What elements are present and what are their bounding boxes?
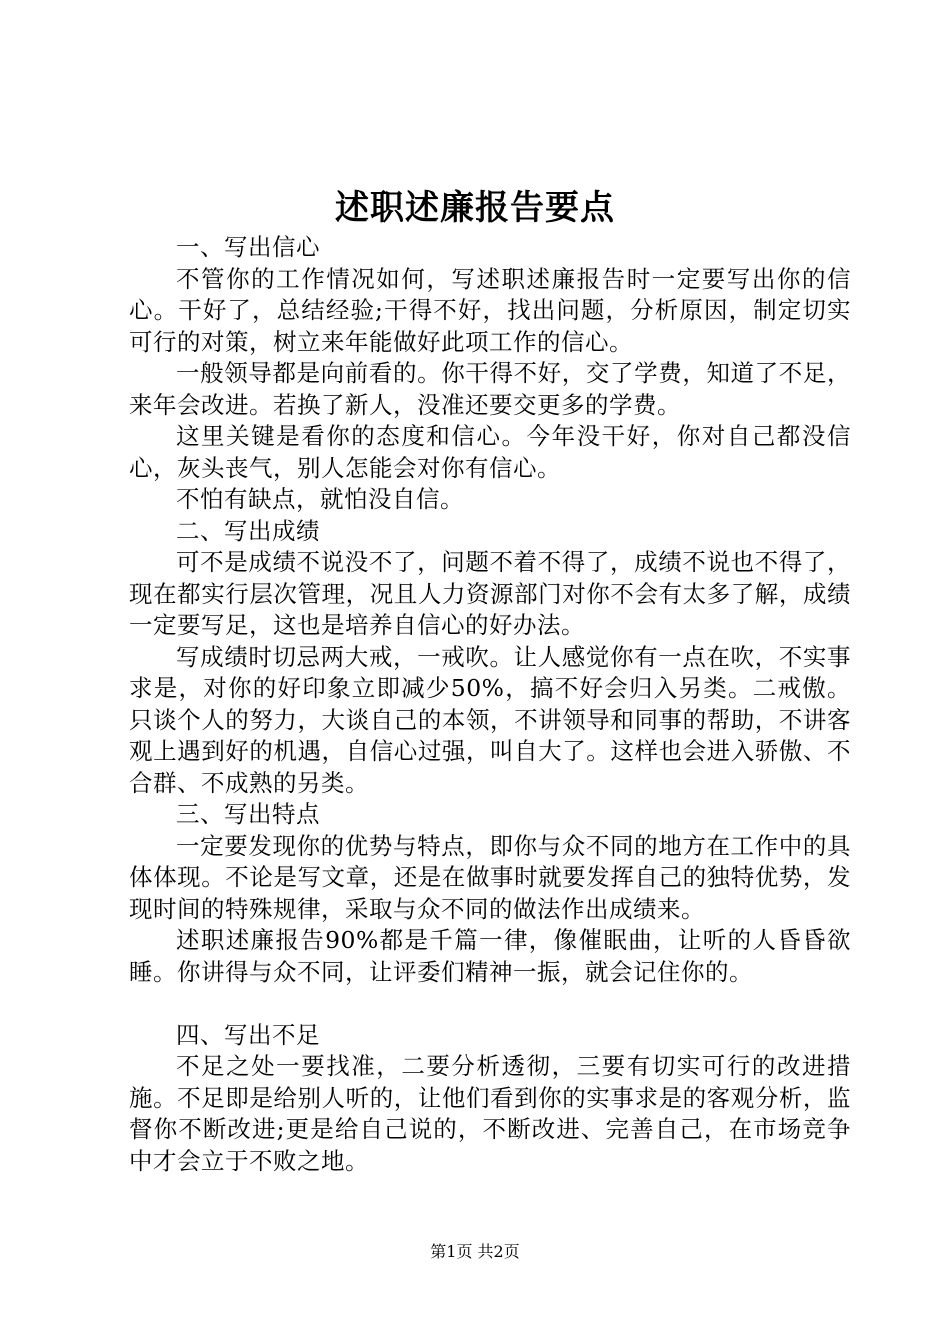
paragraph: 一定要发现你的优势与特点，即你与众不同的地方在工作中的具体体现。不论是写文章，还是在做事时就要发挥自己的独特优势，发现时间的特殊规律，采取与众不同的做法作出成绩来。: [129, 831, 851, 923]
paragraph: 不足之处一要找准，二要分析透彻，三要有切实可行的改进措施。不足即是给别人听的，让他们看到你的实事求是的客观分析，监督你不断改进;更是给自己说的，不断改进、完善自己，在市场竞争中才会立于不败之地。: [129, 1052, 851, 1175]
section-heading-shortcomings: 四、写出不足: [176, 1020, 320, 1049]
section-heading-confidence: 一、写出信心: [176, 233, 320, 261]
paragraph: 一般领导都是向前看的。你干得不好，交了学费，知道了不足，来年会改进。若换了新人，没准还要交更多的学费。: [129, 359, 851, 419]
paragraph: 述职述廉报告90%都是千篇一律，像催眠曲，让听的人昏昏欲睡。你讲得与众不同，让评委们精神一振，就会记住你的。: [129, 926, 851, 986]
paragraph: 不怕有缺点，就怕没自信。: [176, 485, 464, 513]
paragraph: 写成绩时切忌两大戒，一戒吹。让人感觉你有一点在吹，不实事求是，对你的好印象立即减少50%，搞不好会归入另类。二戒傲。只谈个人的努力，大谈自己的本领，不讲领导和同事的帮助，不讲客观上遇到好的机遇，自信心过强，叫自大了。这样也会进入骄傲、不合群、不成熟的另类。: [129, 642, 851, 797]
paragraph: 这里关键是看你的态度和信心。今年没干好，你对自己都没信心，灰头丧气，别人怎能会对你有信心。: [129, 422, 851, 482]
page-footer: 第1页 共2页: [430, 1242, 520, 1261]
page-title: 述职述廉报告要点: [335, 188, 615, 228]
document-body: [129, 232, 851, 1177]
paragraph: 不管你的工作情况如何，写述职述廉报告时一定要写出你的信心。干好了，总结经验;干得不好，找出问题，分析原因，制定切实可行的对策，树立来年能做好此项工作的信心。: [129, 264, 851, 356]
paragraph: 可不是成绩不说没不了，问题不着不得了，成绩不说也不得了，现在都实行层次管理，况且人力资源部门对你不会有太多了解，成绩一定要写足，这也是培养自信心的好办法。: [129, 548, 851, 639]
paragraph-gap: [129, 988, 851, 1020]
section-heading-features: 三、写出特点: [176, 800, 320, 828]
section-heading-achievements: 二、写出成绩: [176, 516, 320, 545]
